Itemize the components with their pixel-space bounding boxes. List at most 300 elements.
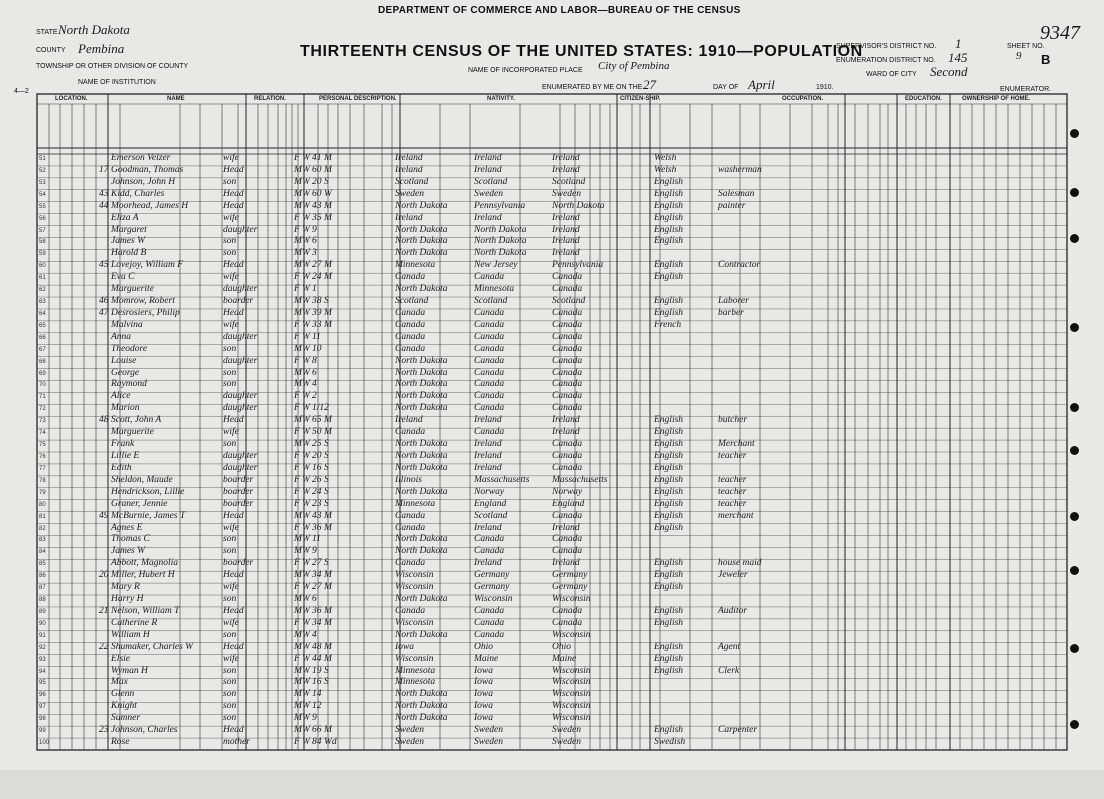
- birthplace: North Dakota: [395, 379, 448, 390]
- marital-status: M: [324, 725, 332, 736]
- mother-birthplace: Pennsylvania: [552, 260, 604, 271]
- row-number: 89: [39, 608, 46, 615]
- race: W: [302, 296, 310, 307]
- language: English: [654, 296, 684, 307]
- birthplace: Illinois: [395, 474, 422, 485]
- sex: M: [294, 665, 302, 676]
- person-name: Max: [111, 677, 128, 688]
- row-number: 80: [39, 501, 46, 508]
- day-of-label: DAY OF: [713, 84, 739, 91]
- age: 9: [312, 224, 317, 235]
- place-label: NAME OF INCORPORATED PLACE: [468, 67, 583, 74]
- row-number: 100: [39, 740, 50, 747]
- sex: M: [294, 200, 302, 211]
- father-birthplace: Massachusetts: [474, 474, 530, 485]
- birthplace: Iowa: [395, 641, 414, 652]
- sex: F: [294, 391, 300, 402]
- marital-status: W: [324, 188, 332, 199]
- age: 35: [312, 212, 322, 223]
- relation: son: [223, 677, 237, 688]
- birthplace: North Dakota: [395, 701, 448, 712]
- row-number: 95: [39, 680, 46, 687]
- family-number: 45: [99, 260, 109, 271]
- marital-status: M: [324, 641, 332, 652]
- marital-status: M: [324, 522, 332, 533]
- family-number: 23: [99, 725, 109, 736]
- age: 4: [312, 629, 317, 640]
- sex: F: [294, 462, 300, 473]
- father-birthplace: Canada: [474, 546, 505, 557]
- birthplace: North Dakota: [395, 355, 448, 366]
- row-number: 81: [39, 513, 46, 520]
- marital-status: S: [324, 439, 329, 450]
- person-name: Knight: [111, 701, 137, 712]
- relation: daughter: [223, 355, 258, 366]
- relation: wife: [223, 427, 239, 438]
- sex: M: [294, 439, 302, 450]
- birthplace: North Dakota: [395, 451, 448, 461]
- race: W: [302, 164, 310, 175]
- race: W: [302, 319, 310, 330]
- birthplace: Minnesota: [395, 665, 436, 676]
- birthplace: Canada: [395, 331, 426, 342]
- person-name: Rose: [111, 737, 130, 748]
- marital-status: M: [324, 164, 332, 175]
- birthplace: Canada: [395, 319, 426, 330]
- mother-birthplace: Ireland: [552, 427, 580, 438]
- father-birthplace: Minnesota: [474, 284, 515, 295]
- language: English: [654, 522, 684, 533]
- sex: F: [294, 284, 300, 295]
- father-birthplace: Ireland: [474, 212, 502, 223]
- occupation: Laborer: [718, 296, 749, 307]
- sex: M: [294, 236, 302, 247]
- relation: daughter: [223, 391, 258, 402]
- age: 12: [312, 701, 322, 712]
- relation: Head: [223, 164, 244, 175]
- language: English: [654, 260, 684, 271]
- row-number: 62: [39, 287, 46, 294]
- relation: wife: [223, 522, 239, 533]
- person-name: Thomas C: [111, 534, 150, 545]
- person-name: Margaret: [111, 224, 147, 235]
- father-birthplace: Ireland: [474, 522, 502, 533]
- age: 3: [312, 248, 317, 259]
- sex: M: [294, 570, 302, 581]
- age: 6: [312, 594, 317, 605]
- mother-birthplace: Canada: [552, 367, 583, 378]
- sex: M: [294, 176, 302, 187]
- row-number: 96: [39, 692, 46, 699]
- marital-status: M: [324, 200, 332, 211]
- father-birthplace: Iowa: [474, 701, 493, 712]
- person-name: Kidd, Charles: [111, 188, 165, 199]
- relation: Head: [223, 307, 244, 318]
- marital-status: M: [324, 212, 332, 223]
- language: English: [654, 582, 684, 593]
- relation: wife: [223, 617, 239, 628]
- col-name: NAME: [167, 96, 185, 102]
- father-birthplace: North Dakota: [474, 236, 527, 247]
- age: 43: [312, 510, 322, 521]
- marital-status: M: [324, 510, 332, 521]
- person-name: Elsie: [111, 653, 130, 664]
- age: 6: [312, 236, 317, 247]
- person-name: Marion: [111, 403, 140, 414]
- relation: son: [223, 367, 237, 378]
- mother-birthplace: North Dakota: [552, 200, 605, 211]
- age: 36: [312, 605, 322, 616]
- person-name: Eliza A: [111, 212, 139, 223]
- marital-status: M: [324, 272, 332, 283]
- age: 27: [312, 582, 322, 593]
- mother-birthplace: Scotland: [552, 176, 586, 187]
- occupation: Jeweler: [718, 570, 748, 581]
- row-number: 73: [39, 418, 46, 425]
- race: W: [302, 236, 310, 247]
- person-name: Scott, John A: [111, 415, 162, 426]
- language: English: [654, 641, 684, 652]
- language: English: [654, 200, 684, 211]
- language: English: [654, 451, 684, 461]
- person-name: William H: [111, 629, 150, 640]
- father-birthplace: Canada: [474, 617, 505, 628]
- occupation: house maid: [718, 558, 762, 569]
- row-number: 58: [39, 239, 46, 246]
- row-number: 52: [39, 167, 46, 174]
- sex: M: [294, 188, 302, 199]
- race: W: [302, 415, 310, 426]
- father-birthplace: Canada: [474, 272, 505, 283]
- person-name: Anna: [111, 331, 132, 342]
- marital-status: M: [324, 617, 332, 628]
- birthplace: Scotland: [395, 176, 429, 187]
- sheet-label: SHEET NO.: [1007, 43, 1045, 50]
- marital-status: S: [324, 665, 329, 676]
- father-birthplace: Germany: [474, 570, 510, 581]
- language: English: [654, 510, 684, 521]
- mother-birthplace: Canada: [552, 355, 583, 366]
- mother-birthplace: Canada: [552, 462, 583, 473]
- row-number: 61: [39, 275, 46, 282]
- marital-status: M: [324, 260, 332, 271]
- relation: wife: [223, 582, 239, 593]
- age: 60: [312, 164, 322, 175]
- race: W: [302, 379, 310, 390]
- language: English: [654, 605, 684, 616]
- relation: wife: [223, 212, 239, 223]
- relation: daughter: [223, 451, 258, 461]
- col-education: EDUCATION.: [905, 96, 942, 102]
- age: 26: [312, 474, 322, 485]
- relation: boarder: [223, 498, 254, 509]
- occupation: painter: [718, 200, 746, 211]
- mother-birthplace: Sweden: [552, 188, 582, 199]
- birthplace: Canada: [395, 343, 426, 354]
- person-name: Goodman, Thomas: [111, 164, 184, 175]
- sex: M: [294, 701, 302, 712]
- mother-birthplace: Massachusetts: [552, 474, 608, 485]
- relation: Head: [223, 188, 244, 199]
- row-number: 56: [39, 215, 46, 222]
- language: English: [654, 439, 684, 450]
- sex: F: [294, 522, 300, 533]
- language: English: [654, 725, 684, 736]
- birthplace: Canada: [395, 510, 426, 521]
- birthplace: North Dakota: [395, 403, 448, 414]
- family-number: 21: [99, 605, 109, 616]
- age: 39: [312, 307, 322, 318]
- row-number: 84: [39, 549, 46, 556]
- race: W: [302, 677, 310, 688]
- father-birthplace: North Dakota: [474, 248, 527, 259]
- relation: Head: [223, 641, 244, 652]
- supervisor-label: SUPERVISOR'S DISTRICT NO.: [836, 43, 937, 50]
- father-birthplace: Sweden: [474, 725, 504, 736]
- father-birthplace: Scotland: [474, 510, 508, 521]
- age: 1: [312, 284, 317, 295]
- race: W: [302, 534, 310, 545]
- father-birthplace: Ohio: [474, 641, 493, 652]
- race: W: [302, 546, 310, 557]
- race: W: [302, 713, 310, 724]
- person-name: Shumaker, Charles W: [111, 641, 194, 652]
- person-name: Mary R: [111, 582, 140, 593]
- row-number: 85: [39, 561, 46, 568]
- father-birthplace: Iowa: [474, 713, 493, 724]
- sex: F: [294, 558, 300, 569]
- col-ownership: OWNERSHIP OF HOME.: [962, 96, 1031, 102]
- birthplace: Wisconsin: [395, 617, 434, 628]
- row-number: 72: [39, 406, 46, 413]
- age: 20: [312, 451, 322, 461]
- father-birthplace: Iowa: [474, 665, 493, 676]
- sex: M: [294, 689, 302, 700]
- relation: boarder: [223, 296, 254, 307]
- sex: F: [294, 331, 300, 342]
- sex: M: [294, 605, 302, 616]
- mother-birthplace: Maine: [552, 653, 577, 664]
- relation: son: [223, 379, 237, 390]
- marital-status: S: [324, 486, 329, 497]
- person-name: Momrow, Robert: [111, 296, 175, 307]
- marital-status: M: [324, 319, 332, 330]
- occupation: Agent: [718, 641, 741, 652]
- father-birthplace: Canada: [474, 534, 505, 545]
- father-birthplace: Canada: [474, 629, 505, 640]
- punch-hole-icon: [1070, 720, 1079, 729]
- person-name: Agnes E: [111, 522, 143, 533]
- family-number: [99, 737, 111, 750]
- race: W: [302, 367, 310, 378]
- mother-birthplace: Canada: [552, 343, 583, 354]
- sex: F: [294, 451, 300, 461]
- race: W: [302, 391, 310, 402]
- mother-birthplace: Canada: [552, 605, 583, 616]
- mother-birthplace: Ireland: [552, 415, 580, 426]
- birthplace: North Dakota: [395, 594, 448, 605]
- person-name: Sumner: [111, 713, 141, 724]
- race: W: [302, 272, 310, 283]
- sex: M: [294, 296, 302, 307]
- race: W: [302, 665, 310, 676]
- race: W: [302, 200, 310, 211]
- age: 41: [312, 153, 322, 163]
- relation: son: [223, 701, 237, 712]
- language: Welsh: [654, 153, 677, 163]
- row-number: 74: [39, 430, 46, 437]
- birthplace: Canada: [395, 272, 426, 283]
- father-birthplace: Sweden: [474, 737, 504, 748]
- mother-birthplace: Norway: [552, 486, 583, 497]
- row-number: 51: [39, 156, 46, 162]
- mother-birthplace: Ireland: [552, 212, 580, 223]
- place-value: City of Pembina: [598, 60, 670, 72]
- ward-label: WARD OF CITY: [866, 71, 917, 78]
- sheet-letter: B: [1041, 52, 1051, 67]
- mother-birthplace: Scotland: [552, 296, 586, 307]
- race: W: [302, 701, 310, 712]
- person-name: Marguerite: [111, 284, 154, 295]
- father-birthplace: Canada: [474, 403, 505, 414]
- relation: Head: [223, 510, 244, 521]
- language: English: [654, 224, 684, 235]
- occupation: teacher: [718, 486, 747, 497]
- age: 27: [312, 558, 322, 569]
- row-number: 57: [39, 227, 46, 234]
- father-birthplace: Canada: [474, 319, 505, 330]
- marital-status: M: [324, 653, 332, 664]
- language: English: [654, 653, 684, 664]
- mother-birthplace: Sweden: [552, 725, 582, 736]
- person-name: Raymond: [111, 379, 147, 390]
- age: 34: [312, 570, 322, 581]
- marital-status: S: [324, 176, 329, 187]
- sex: F: [294, 653, 300, 664]
- mother-birthplace: Germany: [552, 582, 588, 593]
- row-number: 53: [39, 179, 46, 186]
- sex: M: [294, 713, 302, 724]
- language: English: [654, 474, 684, 485]
- age: 23: [312, 498, 322, 509]
- age: 20: [312, 176, 322, 187]
- race: W: [302, 248, 310, 259]
- person-name: Harold B: [111, 248, 147, 259]
- sex: M: [294, 307, 302, 318]
- person-name: Johnson, Charles: [111, 725, 178, 736]
- relation: son: [223, 689, 237, 700]
- mother-birthplace: Wisconsin: [552, 594, 591, 605]
- marital-status: S: [324, 462, 329, 473]
- father-birthplace: Canada: [474, 307, 505, 318]
- mother-birthplace: Ireland: [552, 236, 580, 247]
- birthplace: North Dakota: [395, 248, 448, 259]
- mother-birthplace: Canada: [552, 391, 583, 402]
- birthplace: Sweden: [395, 725, 425, 736]
- relation: boarder: [223, 474, 254, 485]
- relation: wife: [223, 153, 239, 163]
- age: 11: [312, 331, 321, 342]
- sex: M: [294, 546, 302, 557]
- father-birthplace: Scotland: [474, 176, 508, 187]
- year-label: 1910.: [816, 84, 834, 91]
- mother-birthplace: Sweden: [552, 737, 582, 748]
- marital-status: S: [324, 296, 329, 307]
- mother-birthplace: Ireland: [552, 164, 580, 175]
- birthplace: Canada: [395, 427, 426, 438]
- family-number: 22: [99, 641, 109, 652]
- language: English: [654, 617, 684, 628]
- sex: M: [294, 629, 302, 640]
- sex: F: [294, 582, 300, 593]
- father-birthplace: Canada: [474, 355, 505, 366]
- race: W: [302, 486, 310, 497]
- punch-hole-icon: [1070, 234, 1079, 243]
- enumerated-month: April: [748, 77, 775, 92]
- occupation: Salesman: [718, 188, 755, 199]
- birthplace: Ireland: [395, 164, 423, 175]
- family-number: 17: [99, 164, 109, 175]
- birthplace: North Dakota: [395, 367, 448, 378]
- birthplace: North Dakota: [395, 546, 448, 557]
- sex: M: [294, 260, 302, 271]
- person-name: Sheldon, Maude: [111, 474, 173, 485]
- institution-label: NAME OF INSTITUTION: [78, 79, 156, 86]
- father-birthplace: Ireland: [474, 153, 502, 163]
- marital-status: S: [324, 677, 329, 688]
- person-name: James W: [111, 236, 146, 247]
- relation: boarder: [223, 558, 254, 569]
- birthplace: Canada: [395, 558, 426, 569]
- race: W: [302, 617, 310, 628]
- relation: son: [223, 546, 237, 557]
- row-number: 63: [39, 299, 46, 306]
- person-name: Eva C: [111, 272, 135, 283]
- marital-status: M: [324, 307, 332, 318]
- person-name: Wyman H: [111, 665, 148, 676]
- language: Swedish: [654, 737, 686, 748]
- sheet-value: 9: [1016, 50, 1022, 62]
- father-birthplace: Ireland: [474, 558, 502, 569]
- birthplace: Ireland: [395, 212, 423, 223]
- birthplace: North Dakota: [395, 486, 448, 497]
- age: 4: [312, 379, 317, 390]
- punch-hole-icon: [1070, 129, 1079, 138]
- father-birthplace: Scotland: [474, 296, 508, 307]
- punch-hole-icon: [1070, 403, 1079, 412]
- family-number: 49: [99, 510, 109, 521]
- mother-birthplace: Canada: [552, 439, 583, 450]
- mother-birthplace: Ireland: [552, 153, 580, 163]
- person-name: Lillie E: [111, 451, 140, 461]
- occupation: merchant: [718, 510, 754, 521]
- relation: wife: [223, 272, 239, 283]
- person-name: James W: [111, 546, 146, 557]
- age: 65: [312, 415, 322, 426]
- mother-birthplace: Canada: [552, 403, 583, 414]
- marital-status: M: [324, 582, 332, 593]
- form-number: 4—2: [14, 88, 29, 95]
- race: W: [302, 510, 310, 521]
- sex: F: [294, 403, 300, 414]
- sex: M: [294, 248, 302, 259]
- mother-birthplace: Germany: [552, 570, 588, 581]
- person-name: Theodore: [111, 343, 148, 354]
- relation: son: [223, 176, 237, 187]
- relation: daughter: [223, 224, 258, 235]
- mother-birthplace: Canada: [552, 617, 583, 628]
- birthplace: North Dakota: [395, 713, 448, 724]
